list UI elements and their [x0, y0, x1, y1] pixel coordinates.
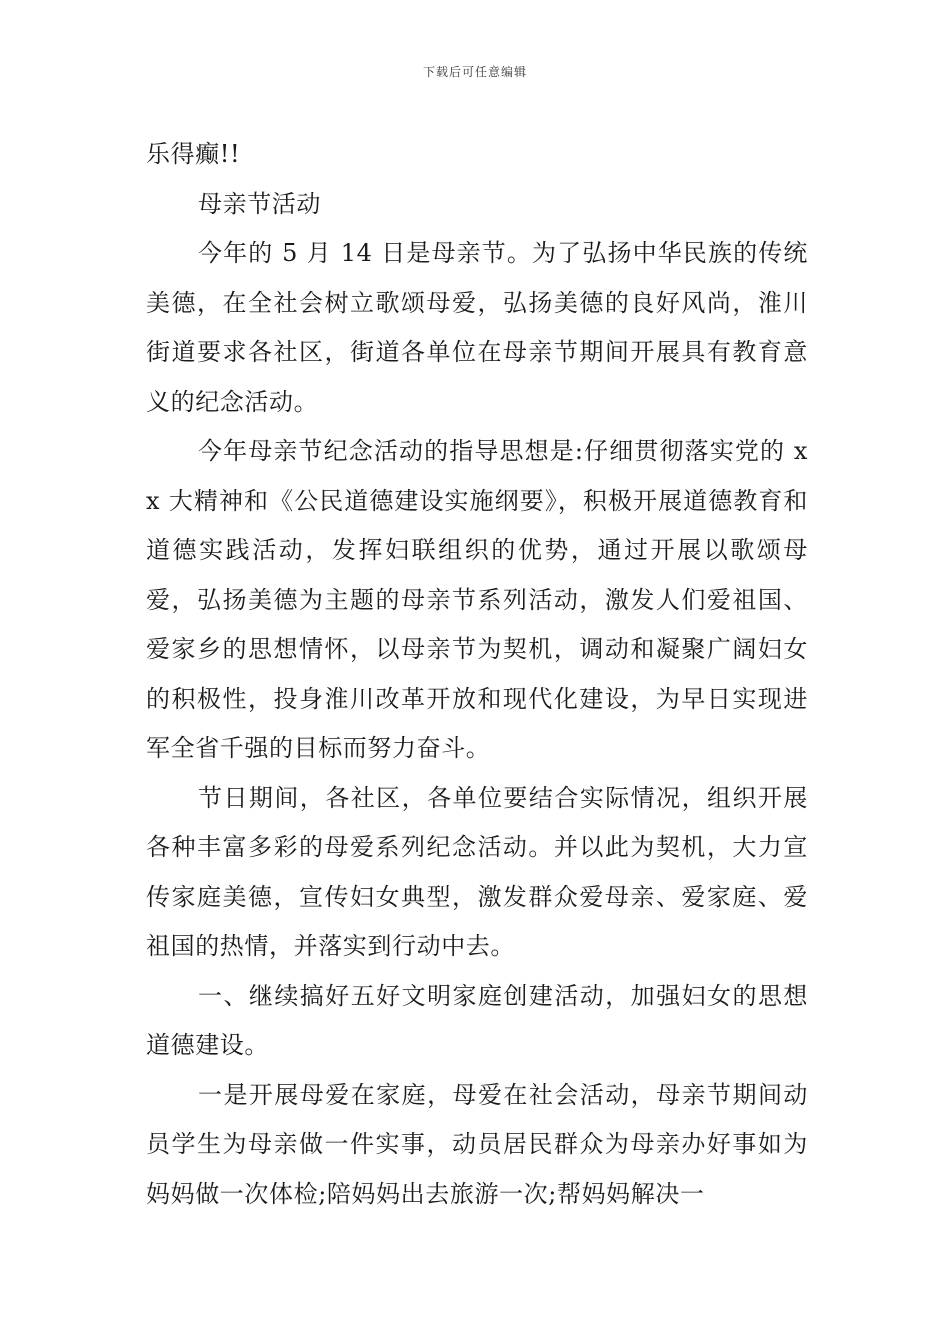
- paragraph-guiding-thought: 今年母亲节纪念活动的指导思想是:仔细贯彻落实党的 xx 大精神和《公民道德建设实施纲要》，积极开展道德教育和道德实践活动，发挥妇联组织的优势，通过开展以歌颂母爱，弘扬美德为主题的母亲节系列活动，激发人们爱祖国、爱家乡的思想情怀，以母亲节为契机，调动和凝聚广阔妇女的积极性，投身淮川改革开放和现代化建设，为早日实现进军全省千强的目标而努力奋斗。: [146, 437, 808, 762]
- paragraph-item-one: 一是开展母爱在家庭，母爱在社会活动，母亲节期间动员学生为母亲做一件实事，动员居民群众为母亲办好事如为妈妈做一次体检;陪妈妈出去旅游一次;帮妈妈解决一: [146, 1080, 808, 1208]
- paragraph-section-one-heading: 一、继续搞好五好文明家庭创建活动，加强妇女的思想道德建设。: [146, 981, 808, 1059]
- paragraph-continuation: 乐得癫!!: [146, 140, 241, 168]
- paragraph-intro: 今年的 5 月 14 日是母亲节。为了弘扬中华民族的传统美德，在全社会树立歌颂母爱，弘扬美德的良好风尚，淮川街道要求各社区，街道各单位在母亲节期间开展具有教育意义的纪念活动。: [146, 239, 808, 416]
- page-header-note: 下载后可任意编辑: [422, 65, 527, 79]
- paragraph-holiday-activities: 节日期间，各社区，各单位要结合实际情况，组织开展各种丰富多彩的母爱系列纪念活动。并以此为契机，大力宣传家庭美德，宣传妇女典型，激发群众爱母亲、爱家庭、爱祖国的热情，并落实到行动中去。: [146, 783, 808, 960]
- document-body: [146, 130, 808, 1219]
- section-title: 母亲节活动: [198, 189, 321, 218]
